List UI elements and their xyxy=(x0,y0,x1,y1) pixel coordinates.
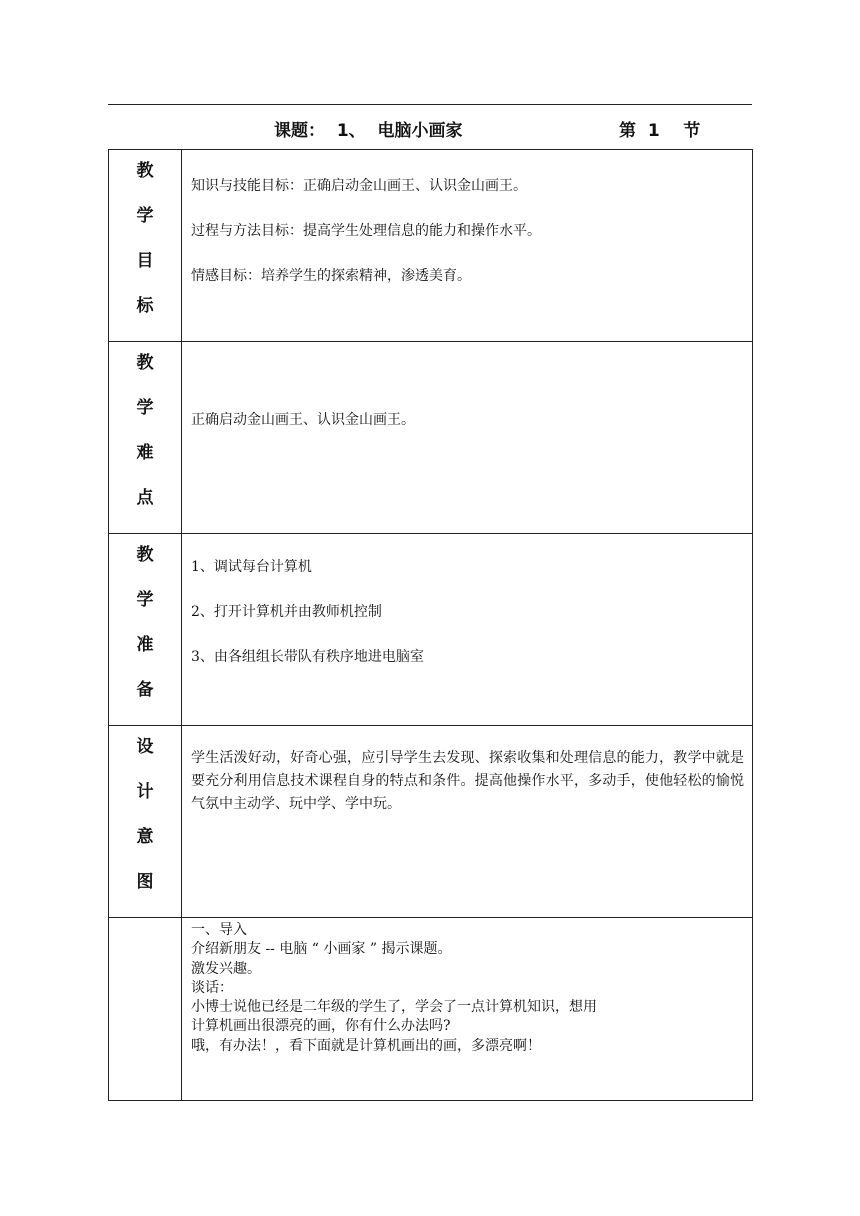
row-label-char: 难 xyxy=(136,443,154,463)
row-label-cell-empty xyxy=(109,918,182,1101)
process-line: 小博士说他已经是二年级的学生了，学会了一点计算机知识，想用 xyxy=(191,999,597,1016)
row-label-char: 标 xyxy=(136,296,154,316)
row-content-cell xyxy=(182,534,753,726)
row-label-char: 教 xyxy=(136,545,154,565)
design-intent-text: 学生活泼好动，好奇心强，应引导学生去发现、探索收集和处理信息的能力，教学中就是要充分利用信息技术课程自身的特点和条件。提高他操作水平，多动手，使他轻松的愉悦气氛中主动学、玩中学、学中玩。 xyxy=(191,750,744,812)
process-line: 激发兴趣。 xyxy=(191,960,261,977)
row-content-cell xyxy=(182,150,753,342)
row-label-char: 学 xyxy=(136,206,154,226)
row-label-char: 教 xyxy=(136,161,154,181)
row-label-char: 备 xyxy=(136,680,154,700)
row-label-char: 点 xyxy=(136,488,154,508)
lesson-plan-table xyxy=(108,149,753,1101)
difficulty-text: 正确启动金山画王、认识金山画王。 xyxy=(191,412,415,428)
row-content-cell xyxy=(182,918,753,1101)
row-content-cell xyxy=(182,342,753,534)
row-label-cell xyxy=(109,150,182,342)
row-label-char: 图 xyxy=(136,872,154,892)
process-line: 谈话： xyxy=(191,979,233,996)
row-label-char: 目 xyxy=(136,251,154,271)
row-label-char: 学 xyxy=(136,590,154,610)
preparation-item: 2、打开计算机并由教师机控制 xyxy=(191,604,382,620)
row-label-char: 学 xyxy=(136,398,154,418)
lesson-header xyxy=(108,114,752,144)
row-label-char: 意 xyxy=(136,827,154,847)
objective-knowledge: 知识与技能目标：正确启动金山画王、认识金山画王。 xyxy=(191,178,527,194)
header-rule xyxy=(108,104,752,105)
row-teaching-preparation xyxy=(109,534,753,726)
preparation-item: 1、调试每台计算机 xyxy=(191,559,312,575)
row-content-cell xyxy=(182,726,753,918)
preparation-item: 3、由各组组长带队有秩序地进电脑室 xyxy=(191,649,424,665)
row-teaching-objectives xyxy=(109,150,753,342)
row-label-cell xyxy=(109,342,182,534)
row-teaching-process xyxy=(109,918,753,1101)
row-label-char: 教 xyxy=(136,353,154,373)
row-teaching-difficulty xyxy=(109,342,753,534)
process-heading: 一、导入 xyxy=(191,922,247,938)
row-label-char: 设 xyxy=(136,737,154,757)
lesson-section-number: 第 1 节 xyxy=(619,121,701,141)
objective-process: 过程与方法目标：提高学生处理信息的能力和操作水平。 xyxy=(191,223,541,239)
row-label-cell xyxy=(109,726,182,918)
process-line: 介绍新朋友 -- 电脑 “ 小画家 ” 揭示课题。 xyxy=(191,941,452,958)
objective-emotion: 情感目标：培养学生的探索精神，渗透美育。 xyxy=(191,268,471,284)
row-label-cell xyxy=(109,534,182,726)
process-line: 计算机画出很漂亮的画，你有什么办法吗? xyxy=(191,1018,451,1035)
row-label-char: 准 xyxy=(136,635,154,655)
process-line: 哦，有办法！，看下面就是计算机画出的画，多漂亮啊！ xyxy=(191,1037,541,1054)
row-design-intent xyxy=(109,726,753,918)
row-label-char: 计 xyxy=(136,782,154,802)
lesson-title: 课题： 1、 电脑小画家 xyxy=(274,121,463,141)
